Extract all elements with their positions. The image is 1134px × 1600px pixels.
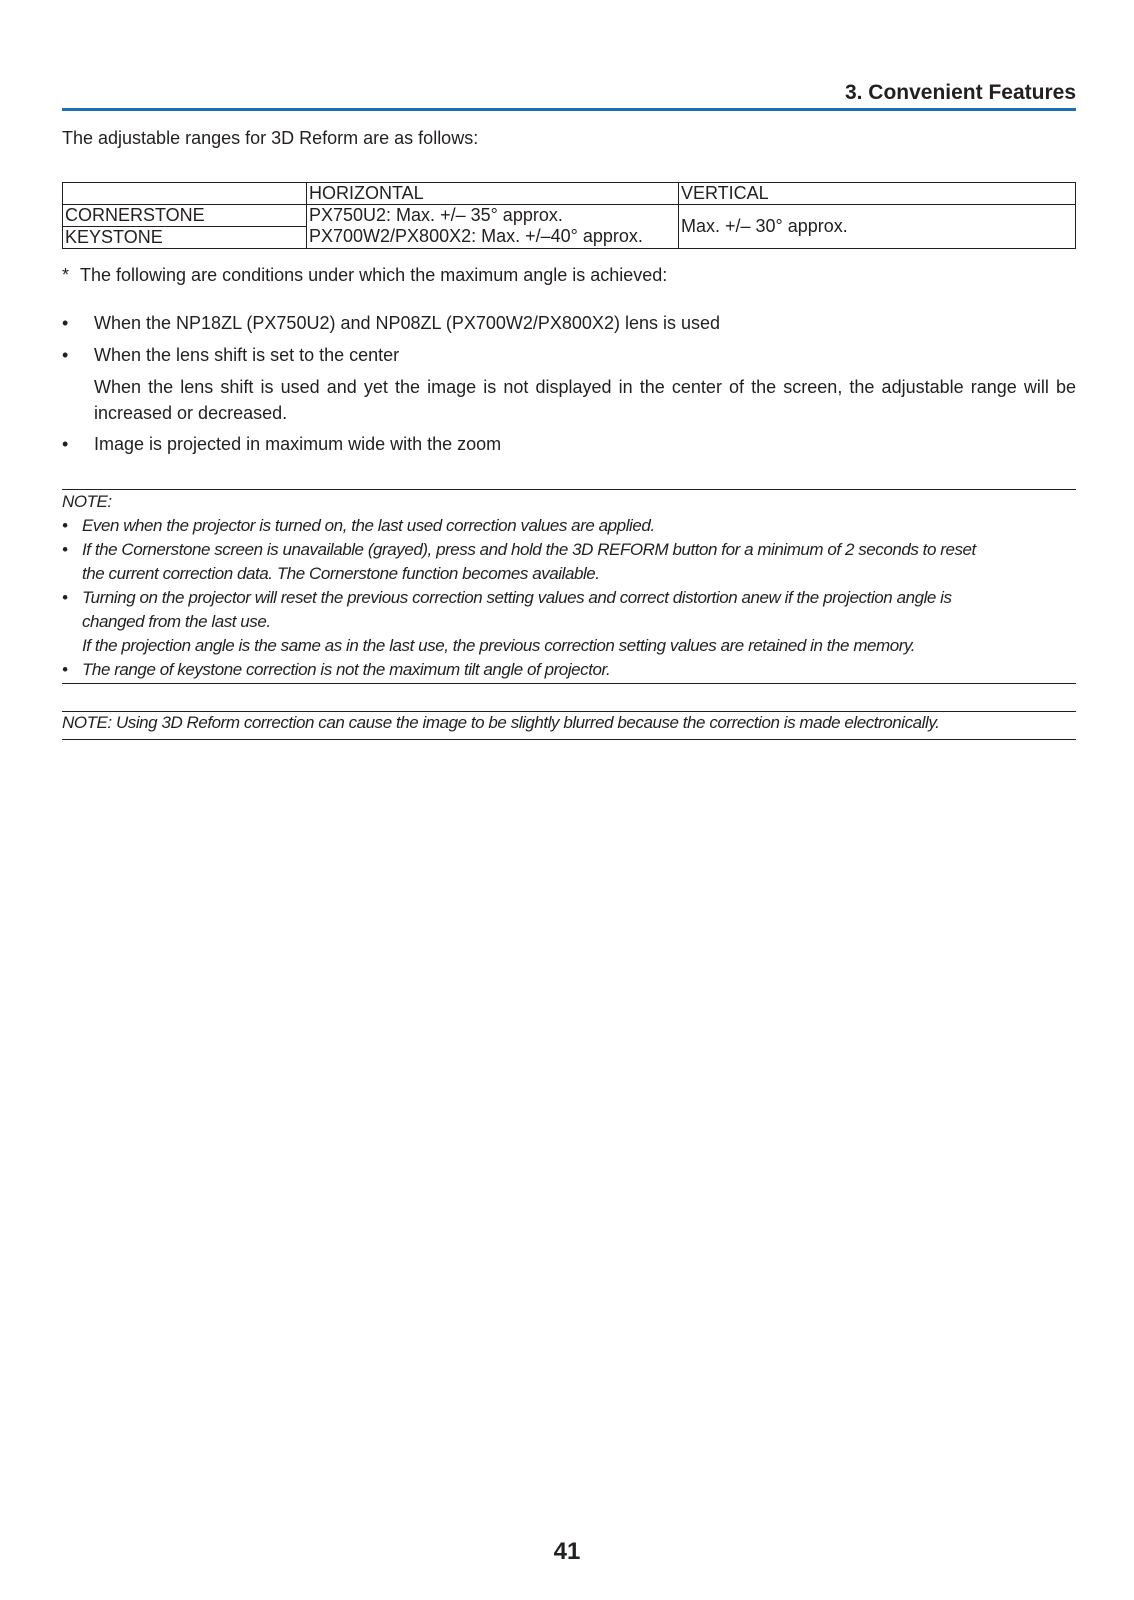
section-title: 3. Convenient Features bbox=[844, 81, 1076, 104]
list-item bbox=[62, 310, 1076, 336]
list-item-text: Image is projected in maximum wide with the zoom bbox=[94, 434, 502, 454]
horizontal-values-cell bbox=[307, 205, 679, 249]
note2-text: NOTE: Using 3D Reform correction can cause the image to be slightly blurred because the correction is made electronically. bbox=[62, 713, 940, 732]
table-row bbox=[63, 205, 1076, 249]
note-item-text-line: the current correction data. The Cornerstone function becomes available. bbox=[82, 564, 600, 583]
list-item bbox=[62, 342, 1076, 368]
footnote-text: The following are conditions under which the maximum angle is achieved: bbox=[80, 265, 668, 285]
bullet-icon: • bbox=[62, 588, 68, 607]
table-row-labels bbox=[63, 205, 307, 249]
note-item bbox=[62, 658, 1076, 682]
bullet-icon: • bbox=[62, 313, 69, 333]
bullet-icon: • bbox=[62, 540, 68, 559]
list-item-text: When the NP18ZL (PX750U2) and NP08ZL (PX700W2/PX800X2) lens is used bbox=[94, 313, 721, 333]
intro-text: The adjustable ranges for 3D Reform are as follows: bbox=[62, 128, 479, 148]
note-item bbox=[62, 514, 1076, 538]
vertical-value-cell: Max. +/– 30° approx. bbox=[679, 205, 1076, 249]
bullet-icon: • bbox=[62, 660, 68, 679]
note-bottom-rule bbox=[62, 683, 1076, 684]
table-header-horizontal: HORIZONTAL bbox=[307, 183, 679, 205]
horizontal-value-px750u2: PX750U2: Max. +/– 35° approx. bbox=[309, 205, 563, 225]
table-header-vertical: VERTICAL bbox=[679, 183, 1076, 205]
note-box bbox=[62, 490, 1076, 682]
title-rule bbox=[62, 108, 1076, 111]
list-item-subtext: When the lens shift is used and yet the image is not displayed in the center of the screen, the adjustable range will be increased or decreased. bbox=[94, 377, 1076, 423]
list-item-text: When the lens shift is set to the center bbox=[94, 345, 400, 365]
note-item bbox=[62, 586, 1076, 658]
page-number: 41 bbox=[553, 1538, 581, 1565]
footnote bbox=[62, 265, 667, 286]
bullet-icon: • bbox=[62, 345, 69, 365]
table-header-row bbox=[63, 183, 1076, 205]
row-label-cornerstone: CORNERSTONE bbox=[65, 205, 205, 225]
note-item-text-line: Turning on the projector will reset the previous correction setting values and correct distortion anew if the projection angle is bbox=[82, 588, 952, 607]
note-heading: NOTE: bbox=[62, 492, 112, 511]
list-item bbox=[62, 431, 1076, 457]
row-label-keystone: KEYSTONE bbox=[63, 226, 306, 248]
note-item-text-line: changed from the last use. bbox=[82, 612, 271, 631]
note-item-text-line: If the projection angle is the same as in the last use, the previous correction setting values are retained in the memory. bbox=[82, 636, 916, 655]
bullet-icon: • bbox=[62, 516, 68, 535]
note-item bbox=[62, 538, 1076, 586]
bullet-icon: • bbox=[62, 434, 69, 454]
note2-bottom-rule bbox=[62, 739, 1076, 740]
footnote-asterisk: * bbox=[62, 265, 70, 285]
horizontal-value-px700w2: PX700W2/PX800X2: Max. +/–40° approx. bbox=[309, 226, 643, 246]
note-item-text: The range of keystone correction is not the maximum tilt angle of projector. bbox=[82, 660, 611, 679]
note-item-text-line: If the Cornerstone screen is unavailable (grayed), press and hold the 3D REFORM button for a minimum of 2 seconds to reset bbox=[82, 540, 976, 559]
adjustable-range-table bbox=[62, 182, 1076, 249]
note-item-text: Even when the projector is turned on, the last used correction values are applied. bbox=[82, 516, 655, 535]
table-header-blank bbox=[63, 183, 307, 205]
